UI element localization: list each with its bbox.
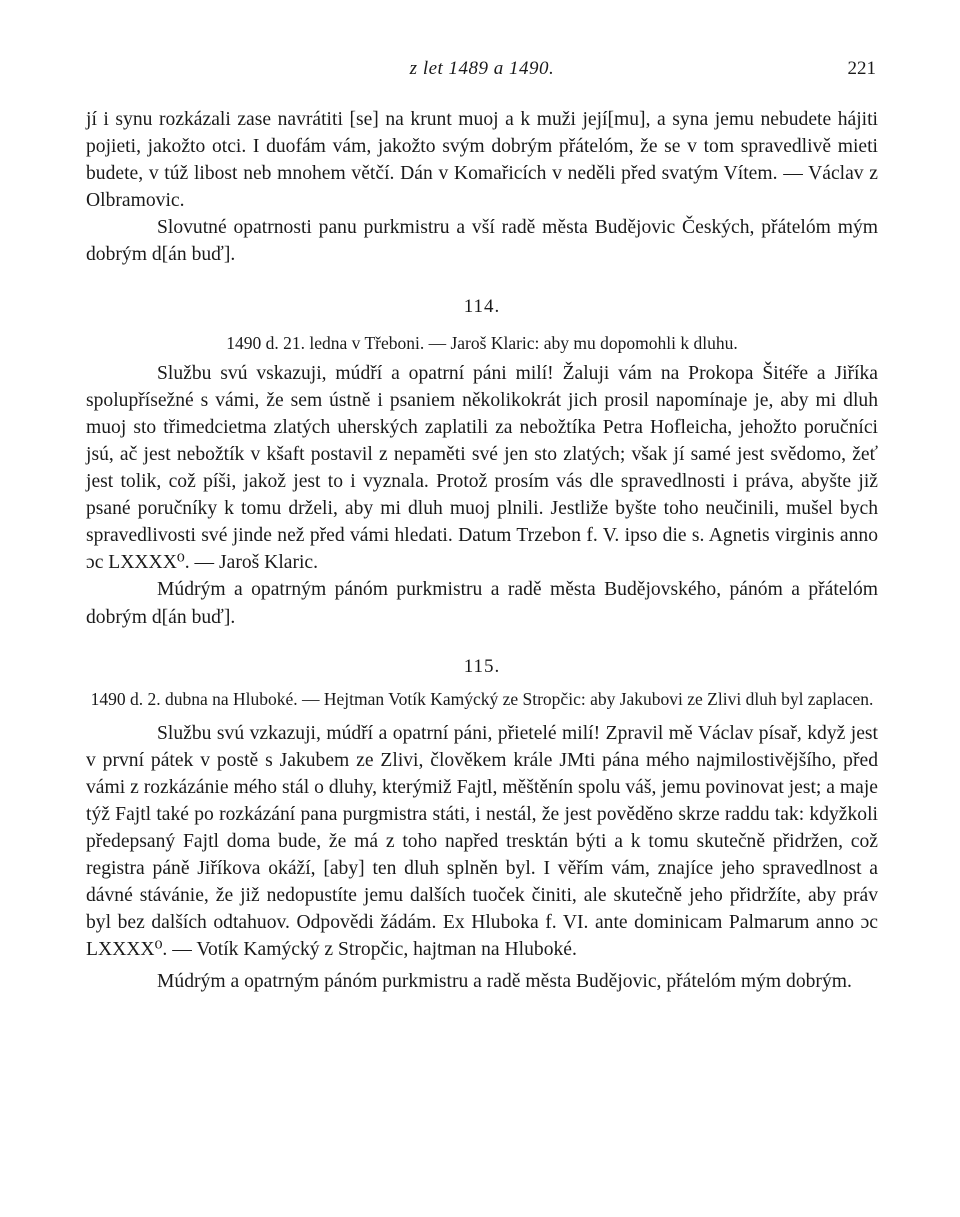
document-address: Múdrým a opatrným pánóm purkmistru a radě města Budějovského, pánóm a přátelóm dobrým d[án buď]. xyxy=(86,579,878,628)
document-number: 115. xyxy=(463,655,501,677)
continuation-paragraph: jí i synu rozkázali zase navrátiti [se] na krunt muoj a k muži její[mu], a syna jemu nebudete hájiti pojieti, jakožto otci. I duofám vám, jakožto svým dobrým přátelóm, že se v tom spravedlivě mieti budete, v túž libost neb mnohem větčí. Dán v Komařicích v neděli před svatým Vítem. — Václav z Olbramovic. xyxy=(86,109,878,212)
document-address: Múdrým a opatrným pánóm purkmistru a radě města Budějovic, přátelóm mým dobrým. xyxy=(157,970,852,992)
continuation-address: Slovutné opatrnosti panu purkmistru a vší radě města Budějovic Českých, přátelóm mým dobrým d[án buď]. xyxy=(86,217,878,266)
document-regest: 1490 d. 21. ledna v Třeboni. — Jaroš Klaric: aby mu dopomohli k dluhu. xyxy=(226,332,738,353)
page-number: 221 xyxy=(847,58,876,79)
document-regest: 1490 d. 2. dubna na Hluboké. — Hejtman Votík Kamýcký ze Stropčic: aby Jakubovi ze Zlivi dluh byl zaplacen. xyxy=(90,688,874,709)
running-head xyxy=(86,58,878,88)
body-text xyxy=(86,106,878,995)
document-body: Službu svú vzkazuji, múdří a opatrní páni, přietelé milí! Zpravil mě Václav písař, když jest v první pátek v postě s Jakubem ze Zlivi, člověkem krále JMti pána mého najmilostivějšího, před vámi z rozkázánie mého stál o dluhy, kterýmiž Fajtl, měštěnín spolu váš, jemu povinovat jest; a maje týž Fajtl také po rozkázání pana purgmistra státi, i nestál, že jest pověděno skrze raddu tak: kdyžkoli předepsaný Fajtl doma bude, že má z toho napřed tresktán býti a k tomu skutečně přidržen, což registra páně Jiříkova okáží, [aby] ten dluh splněn byl. I věřím vám, znajíce jeho spravedlnost a dávné stávánie, že již nedopustíte jemu dalších tuoček činiti, ale skutečně jeho přidržíte, aby práv byl bez dalších odtahuov. Odpovědi žádám. Ex Hluboka f. VI. ante dominicam Palmarum anno ɔc LXXXX⁰. — Votík Kamýcký z Stropčic, hajtman na Hluboké. xyxy=(86,722,878,961)
document-number: 114. xyxy=(463,295,501,317)
running-title: z let 1489 a 1490. xyxy=(409,58,555,79)
document-body: Službu svú vskazuji, múdří a opatrní páni milí! Žaluji vám na Prokopa Šitéře a Jiříka spolupřísežné s vámi, že sem ústně i psaniem několikokrát jich prosil napomínaje je, aby mi dluh muoj sto třimedcietma zlatých uherských zaplatili za nebožtíka Petra Hofleicha, jehožto poručníci jsú, ač jest nebožtík v kšaft postavil z nepaměti své jen sto zlatých; však jí samé jest svědomo, žeť jest tolik, což píši, jakož jest to i vyznala. Protož prosím vás dle spravedlnosti i práva, abyšte již psané poručníky k tomu drželi, aby mi dluh muoj plnili. Jestliže byšte toho neučinili, mušel bych spravedlivosti své jinde než před vámi hledati. Datum Trzebon f. V. ipso die s. Agnetis virginis anno ɔc LXXXX⁰. — Jaroš Klaric. xyxy=(86,362,878,574)
